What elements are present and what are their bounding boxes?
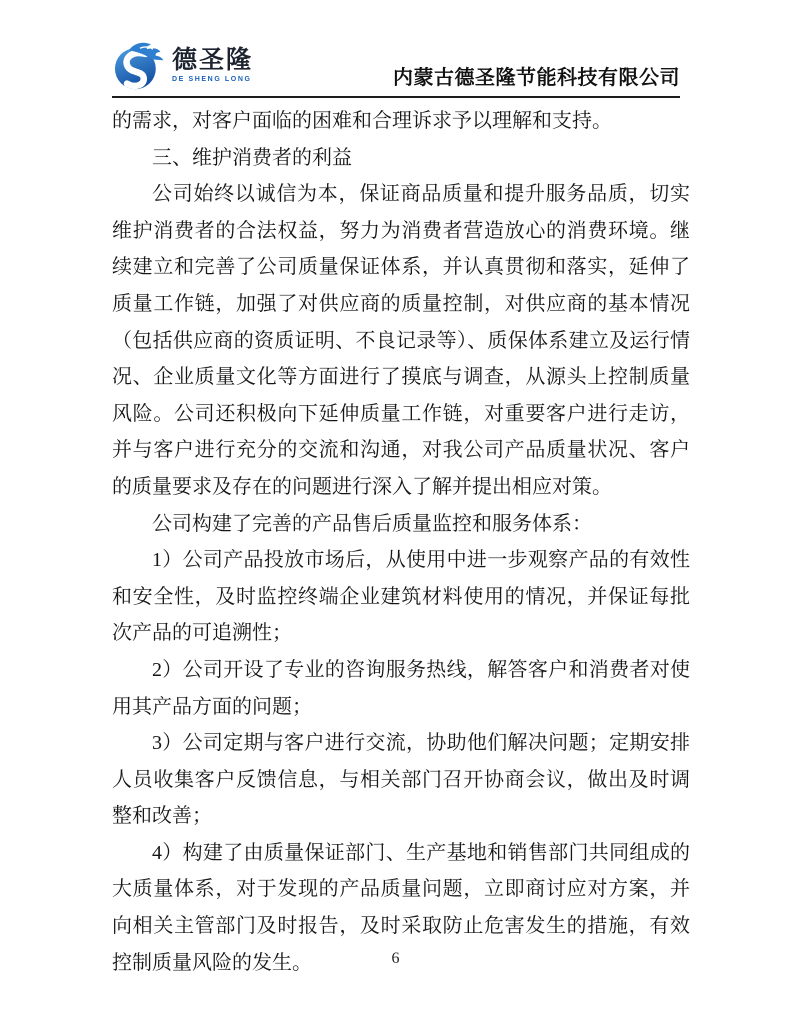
paragraph: 公司始终以诚信为本，保证商品质量和提升服务品质，切实维护消费者的合法权益，努力为消费者营造放心的消费环境。继续建立和完善了公司质量保证体系，并认真贯彻和落实，延伸了质量工作链，加强了对供应商的质量控制，对供应商的基本情况（包括供应商的资质证明、不良记录等）、质保体系建立及运行情况、企业质量文化等方面进行了摸底与调查，从源头上控制质量风险。公司还积极向下延伸质量工作链，对重要客户进行走访，并与客户进行充分的交流和沟通，对我公司产品质量状况、客户的质量要求及存在的问题进行深入了解并提出相应对策。 [112,183,690,498]
paragraph-continuation: 的需求，对客户面临的困难和合理诉求予以理解和支持。 [112,110,612,132]
page-number: 6 [391,950,400,967]
paragraph: 1）公司产品投放市场后，从使用中进一步观察产品的有效性和安全性，及时监控终端企业建筑材料使用的情况，并保证每批次产品的可追溯性； [112,549,690,645]
section-heading: 三、维护消费者的利益 [152,146,352,169]
company-name: 内蒙古德圣隆节能科技有限公司 [393,67,680,89]
page-footer [0,950,791,968]
paragraph: 3）公司定期与客户进行交流，协助他们解决问题；定期安排人员收集客户反馈信息，与相关部门召开协商会议，做出及时调整和改善； [112,732,690,828]
logo-text [172,45,254,83]
paragraph: 2）公司开设了专业的咨询服务热线，解答客户和消费者对使用其产品方面的问题； [112,658,690,718]
company-logo [112,39,253,91]
dragon-logo-icon [112,39,168,91]
paragraph: 4）构建了由质量保证部门、生产基地和销售部门共同组成的大质量体系，对于发现的产品质量问题，立即商讨应对方案，并向相关主管部门及时报告，及时采取防止危害发生的措施，有效控制质量风险的发生。 [112,841,690,974]
brand-name-en: DE SHENG LONG [172,75,252,83]
paragraph: 公司构建了完善的产品售后质量监控和服务体系： [152,512,592,535]
document-body [112,103,690,981]
page-header [112,38,680,98]
brand-name-cn: 德圣隆 [172,45,254,74]
